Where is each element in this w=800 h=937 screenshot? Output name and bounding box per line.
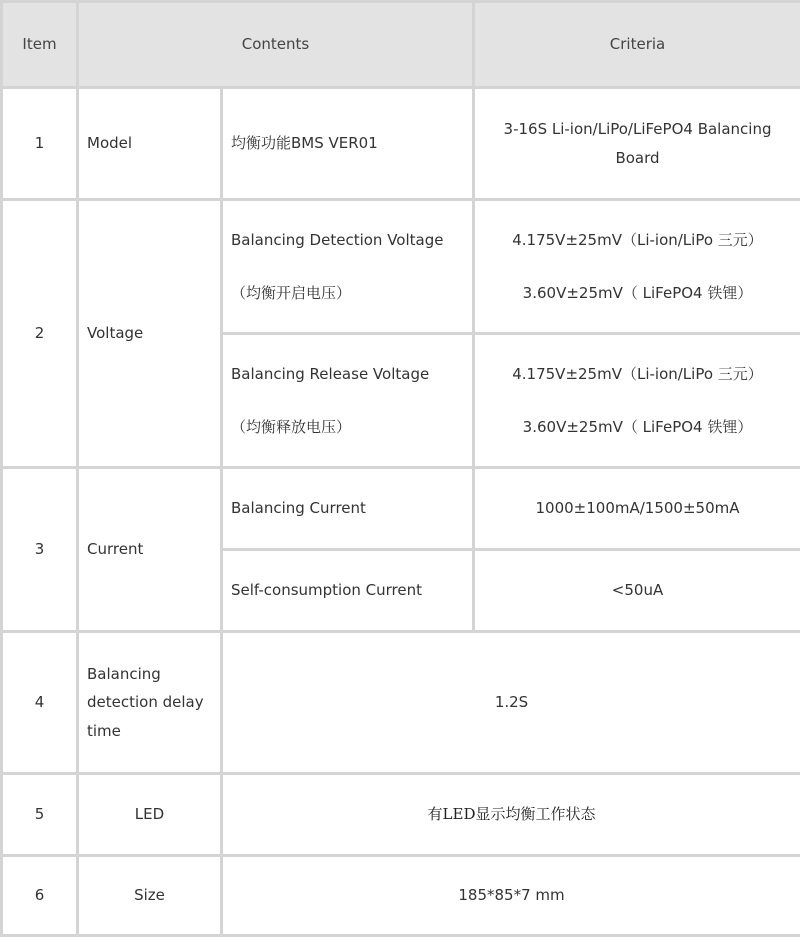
table-row-model bbox=[2, 88, 800, 200]
self-consumption-value: <50uA bbox=[474, 550, 800, 632]
detection-voltage-content bbox=[222, 200, 474, 334]
header-item: Item bbox=[2, 2, 78, 88]
row-label: LED bbox=[78, 774, 222, 856]
row-label: Size bbox=[78, 856, 222, 936]
delay-label-line1: Balancing bbox=[87, 660, 212, 689]
detection-voltage-criteria bbox=[474, 200, 800, 334]
item-number: 2 bbox=[2, 200, 78, 468]
size-value: 185*85*7 mm bbox=[222, 856, 800, 936]
table-row-delay bbox=[2, 632, 800, 774]
detection-voltage-cn: （均衡开启电压） bbox=[231, 279, 464, 308]
item-number: 3 bbox=[2, 468, 78, 632]
item-number: 1 bbox=[2, 88, 78, 200]
row-label: Current bbox=[78, 468, 222, 632]
release-voltage-criteria bbox=[474, 334, 800, 468]
row-label: Voltage bbox=[78, 200, 222, 468]
self-consumption-name: Self-consumption Current bbox=[222, 550, 474, 632]
model-criteria-line2: Board bbox=[483, 144, 792, 173]
table-row-led bbox=[2, 774, 800, 856]
delay-label bbox=[78, 632, 222, 774]
table-row-balancing-current bbox=[2, 468, 800, 550]
model-criteria-line1: 3-16S Li-ion/LiPo/LiFePO4 Balancing bbox=[483, 115, 792, 144]
release-voltage-cn: （均衡释放电压） bbox=[231, 413, 464, 442]
model-content bbox=[222, 88, 474, 200]
release-voltage-content bbox=[222, 334, 474, 468]
detection-criteria-line1: 4.175V±25mV（Li-ion/LiPo 三元） bbox=[483, 226, 792, 255]
header-criteria: Criteria bbox=[474, 2, 800, 88]
row-label: Model bbox=[78, 88, 222, 200]
release-voltage-en: Balancing Release Voltage bbox=[231, 360, 464, 389]
model-name: 均衡功能BMS VER01 bbox=[231, 134, 378, 152]
item-number: 4 bbox=[2, 632, 78, 774]
release-criteria-line1: 4.175V±25mV（Li-ion/LiPo 三元） bbox=[483, 360, 792, 389]
release-criteria-line2: 3.60V±25mV（ LiFePO4 铁锂） bbox=[483, 413, 792, 442]
balancing-current-name: Balancing Current bbox=[222, 468, 474, 550]
item-number: 5 bbox=[2, 774, 78, 856]
balancing-current-value: 1000±100mA/1500±50mA bbox=[474, 468, 800, 550]
header-contents: Contents bbox=[78, 2, 474, 88]
header-row bbox=[2, 2, 800, 88]
delay-value: 1.2S bbox=[222, 632, 800, 774]
table-row-size bbox=[2, 856, 800, 936]
detection-criteria-line2: 3.60V±25mV（ LiFePO4 铁锂） bbox=[483, 279, 792, 308]
delay-label-line3: time bbox=[87, 717, 212, 746]
delay-label-line2: detection delay bbox=[87, 688, 212, 717]
item-number: 6 bbox=[2, 856, 78, 936]
model-criteria bbox=[474, 88, 800, 200]
detection-voltage-en: Balancing Detection Voltage bbox=[231, 226, 464, 255]
led-value: 有LED显示均衡工作状态 bbox=[222, 774, 800, 856]
table-row-voltage-detection bbox=[2, 200, 800, 334]
